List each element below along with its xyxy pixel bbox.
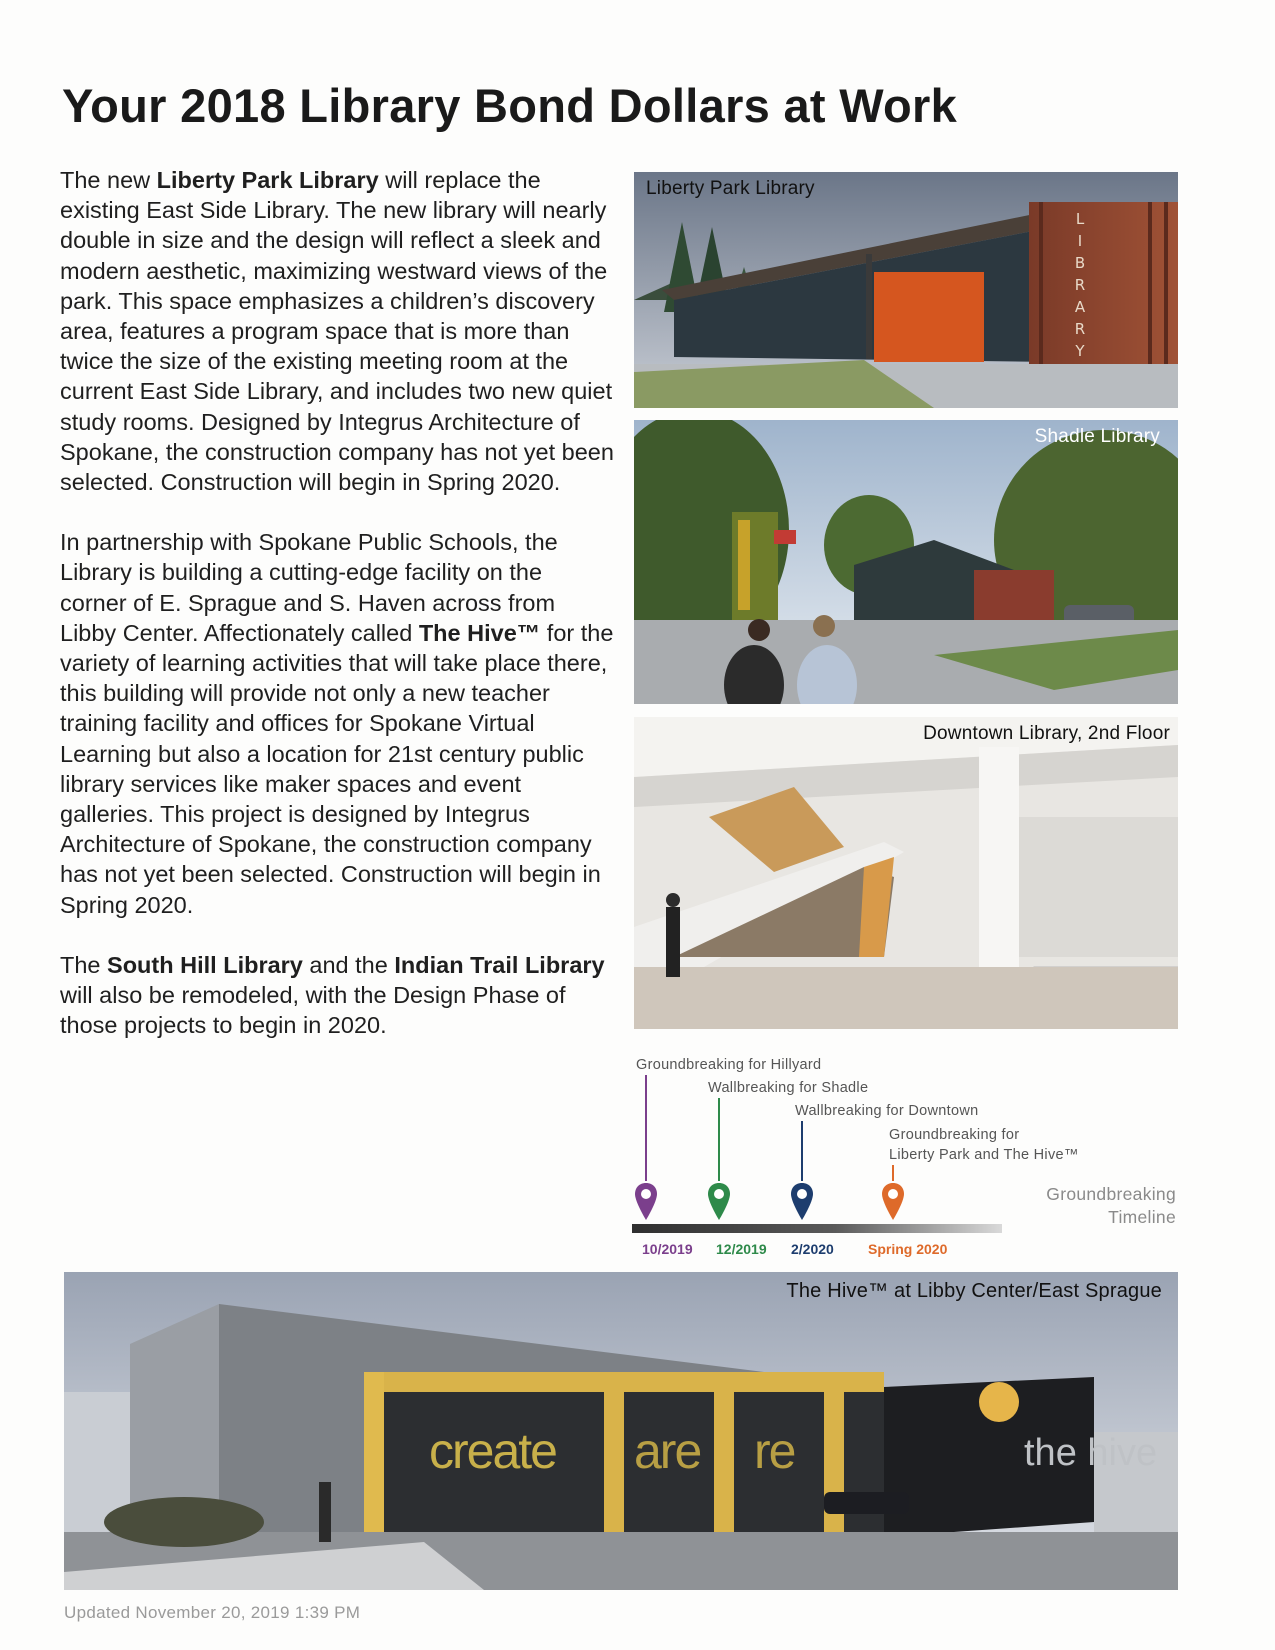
text-run: will replace the existing East Side Library. The new library will nearly double in size and the design will reflect a sleek and modern aesthetic, maximizing westward views of the park. This space emphasizes a children’s discovery area, features a program space that is more than twice the size of the existing meeting room at the current East Side Library, and includes two new quiet study rooms. Designed by Integrus Architecture of Spokane, the construction company has not yet been selected. Construction will begin in Spring 2020.: [60, 167, 614, 496]
timeline-date: 2/2020: [791, 1241, 834, 1257]
shadle-library-caption: Shadle Library: [1034, 426, 1160, 447]
map-pin-icon: [790, 1182, 814, 1222]
bold-text: Liberty Park Library: [156, 167, 379, 193]
text-run: will also be remodeled, with the Design Phase of those projects to begin in 2020.: [60, 982, 566, 1039]
paragraph-remodels: [60, 950, 615, 1041]
timeline-event-label: [889, 1125, 1079, 1165]
bold-text: The Hive™: [418, 619, 541, 646]
text-run: The new: [60, 167, 157, 193]
timeline-date: Spring 2020: [868, 1241, 948, 1257]
sign-letter: L: [1075, 210, 1085, 228]
sign-letter: Y: [1075, 342, 1085, 360]
sign-letter: R: [1074, 320, 1086, 338]
sign-letter: R: [1074, 276, 1086, 294]
paragraph-the-hive: [60, 527, 615, 920]
paragraph-liberty-park: [60, 165, 615, 497]
timeline-bar: [632, 1224, 1002, 1233]
timeline-event-label: Wallbreaking for Shadle: [708, 1080, 869, 1096]
page-title: Your 2018 Library Bond Dollars at Work: [62, 79, 958, 132]
sign-letter: I: [1077, 232, 1083, 250]
sign-letter: B: [1074, 254, 1086, 272]
text-run: In partnership with Spokane Public Schools, the Library is building a cutting-edge facility on the corner of E. Sprague and S. Haven across from Libby Center. Affectionately called: [60, 529, 558, 646]
updated-timestamp: Updated November 20, 2019 1:39 PM: [64, 1603, 361, 1622]
window-word: are: [634, 1423, 701, 1479]
map-pin-icon: [707, 1182, 731, 1222]
timeline-date: 10/2019: [642, 1241, 693, 1257]
timeline-title-line: Timeline: [1108, 1207, 1176, 1227]
text-run: The: [60, 951, 108, 978]
sign-letter: A: [1074, 298, 1086, 316]
window-word: create: [429, 1423, 556, 1479]
liberty-park-library-image: [634, 172, 1178, 408]
timeline-event-label-line: Liberty Park and The Hive™: [889, 1147, 1079, 1163]
bold-text: Indian Trail Library: [394, 951, 605, 978]
timeline-event-label-line: Groundbreaking for: [889, 1127, 1020, 1143]
timeline-event-label: Wallbreaking for Downtown: [795, 1103, 979, 1119]
timeline-connector: [892, 1165, 894, 1181]
groundbreaking-timeline: [630, 1055, 1180, 1265]
the-hive-image: [64, 1272, 1178, 1590]
the-hive-caption: The Hive™ at Libby Center/East Sprague: [786, 1280, 1162, 1302]
map-pin-icon: [881, 1182, 905, 1222]
timeline-connector: [801, 1121, 803, 1181]
timeline-date: 12/2019: [716, 1241, 767, 1257]
body-text: [60, 165, 615, 1040]
liberty-park-caption: Liberty Park Library: [646, 178, 815, 199]
timeline-title: [1046, 1183, 1176, 1229]
building-sign: the hive: [1024, 1432, 1158, 1474]
timeline-connector: [645, 1075, 647, 1181]
timeline-event-label: Groundbreaking for Hillyard: [636, 1057, 822, 1073]
downtown-library-caption: Downtown Library, 2nd Floor: [923, 723, 1170, 744]
downtown-library-image: [634, 717, 1178, 1029]
library-sign: [1072, 208, 1088, 362]
timeline-connector: [718, 1098, 720, 1181]
text-run: and the: [302, 951, 395, 978]
map-pin-icon: [634, 1182, 658, 1222]
window-word: re: [754, 1423, 795, 1479]
timeline-title-line: Groundbreaking: [1046, 1184, 1176, 1204]
bold-text: South Hill Library: [107, 951, 303, 978]
text-run: for the variety of learning activities that will take place there, this building will provide not only a new teacher training facility and offices for Spokane Virtual Learning but also a location for 21st century public library services like maker spaces and event galleries. This project is designed by Integrus Architecture of Spokane, the construction company has not yet been selected. Construction will begin in Spring 2020.: [60, 619, 614, 918]
shadle-library-image: [634, 420, 1178, 704]
